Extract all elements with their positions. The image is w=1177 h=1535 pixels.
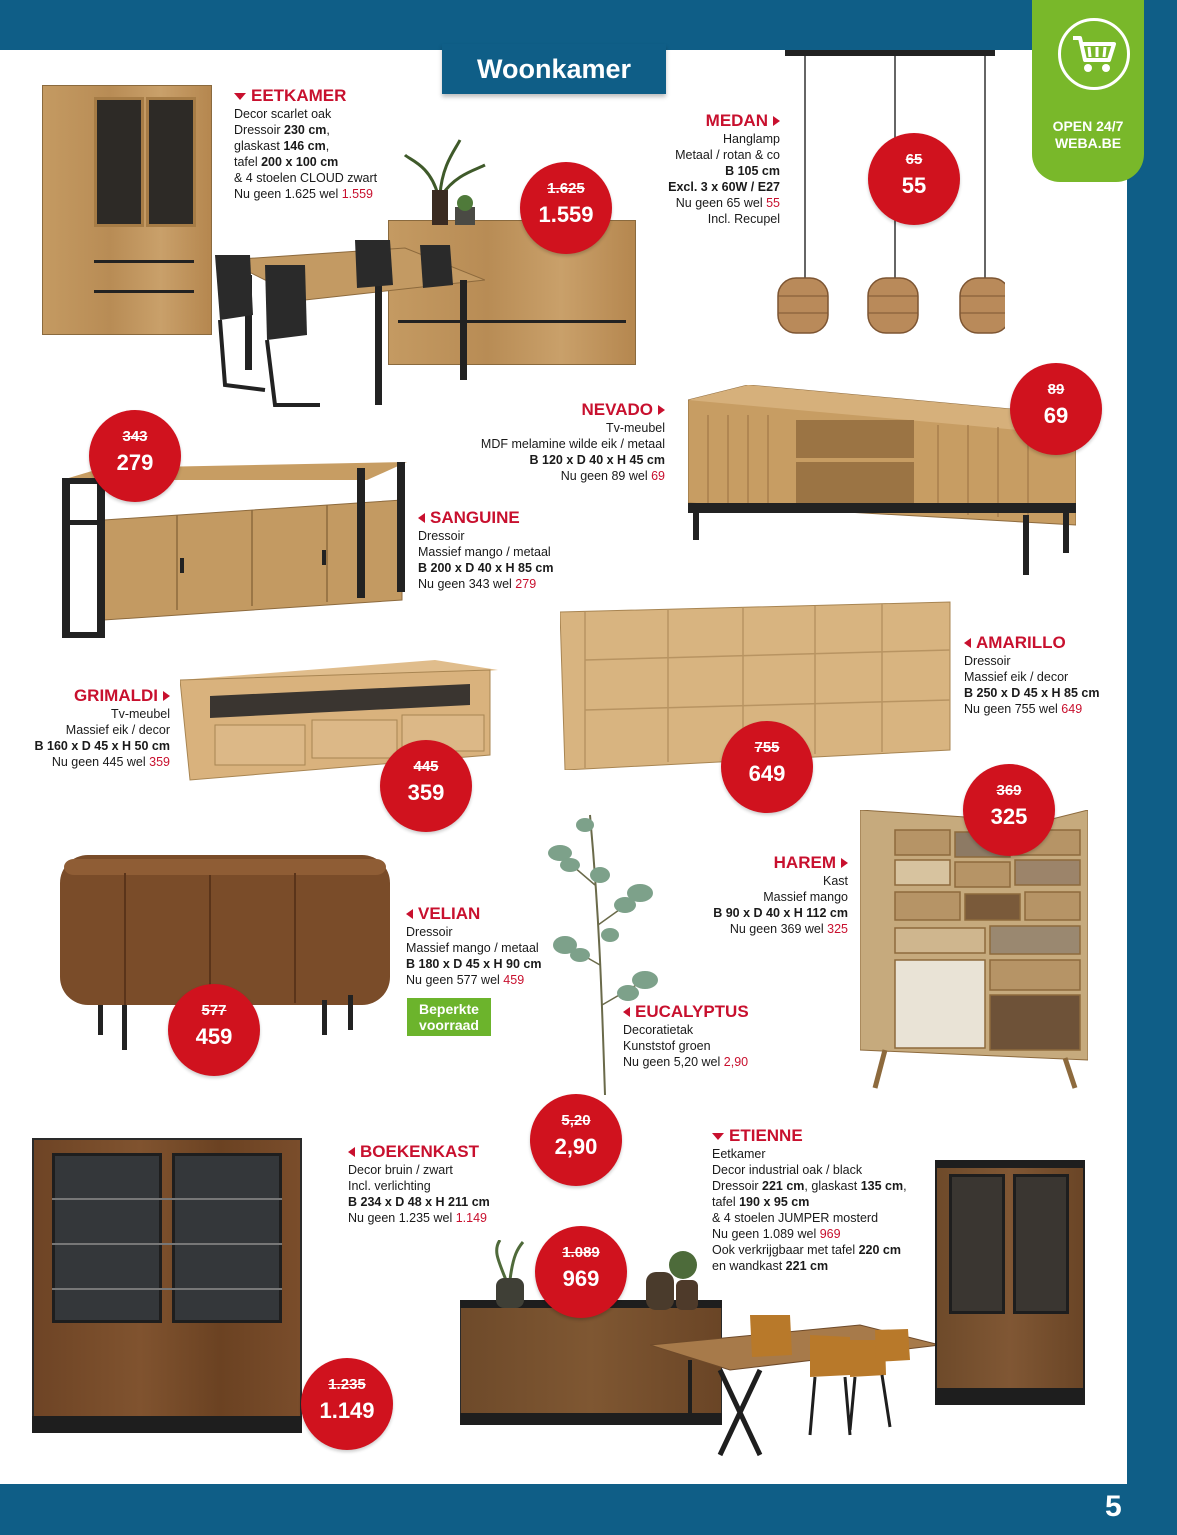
sanguine-price-badge: 343 279 [89, 410, 181, 502]
harem-title[interactable]: HAREM [690, 853, 848, 873]
shopping-cart-icon [1058, 18, 1130, 90]
shop-badge-line2: WEBA.BE [1054, 135, 1122, 151]
velian-price: Nu geen 577 wel 459 [406, 973, 525, 987]
arrow-right-icon [163, 691, 170, 701]
etienne-cabinet-image [935, 1160, 1085, 1405]
sanguine-price: Nu geen 343 wel 279 [418, 577, 537, 591]
arrow-right-icon [773, 116, 780, 126]
arrow-right-icon [841, 858, 848, 868]
etienne-title[interactable]: ETIENNE [712, 1126, 942, 1146]
medan-info: MEDAN Hanglamp Metaal / rotan & co B 105 cm Excl. 3 x 60W / E27 Nu geen 65 wel 55 Incl. Recupel [620, 111, 780, 227]
arrow-left-icon [964, 638, 971, 648]
eucalyptus-price-badge: 5,20 2,90 [530, 1094, 622, 1186]
shop-badge-line1: OPEN 24/7 [1052, 118, 1124, 134]
eucalyptus-title[interactable]: EUCALYPTUS [623, 1002, 783, 1022]
amarillo-price-badge: 755 649 [721, 721, 813, 813]
harem-kast-image [860, 810, 1088, 1090]
arrow-left-icon [418, 513, 425, 523]
amarillo-info: AMARILLO Dressoir Massief eik / decor B 250 x D 45 x H 85 cm Nu geen 755 wel 649 [964, 633, 1124, 717]
grimaldi-price-badge: 445 359 [380, 740, 472, 832]
grimaldi-price: Nu geen 445 wel 359 [51, 755, 170, 769]
grimaldi-info: GRIMALDI Tv-meubel Massief eik / decor B 160 x D 45 x H 50 cm Nu geen 445 wel 359 [12, 686, 170, 770]
nevado-price: Nu geen 89 wel 69 [560, 469, 665, 483]
eucalyptus-info: EUCALYPTUS Decoratietak Kunststof groen Nu geen 5,20 wel 2,90 [623, 1002, 783, 1070]
nevado-info: NEVADO Tv-meubel MDF melamine wilde eik / metaal B 120 x D 40 x H 45 cm Nu geen 89 wel 69 [440, 400, 665, 484]
velian-info: VELIAN Dressoir Massief mango / metaal B 180 x D 45 x H 90 cm Nu geen 577 wel 459 [406, 904, 576, 988]
amarillo-title[interactable]: AMARILLO [964, 633, 1124, 653]
etienne-table-image [650, 1315, 940, 1460]
eetkamer-title[interactable]: EETKAMER [234, 86, 414, 106]
shop-badge[interactable] [1032, 0, 1144, 182]
harem-price: Nu geen 369 wel 325 [729, 922, 848, 936]
medan-title[interactable]: MEDAN [620, 111, 780, 131]
sanguine-info: SANGUINE Dressoir Massief mango / metaal B 200 x D 40 x H 85 cm Nu geen 343 wel 279 [418, 508, 598, 592]
boekenkast-title[interactable]: BOEKENKAST [348, 1142, 518, 1162]
velian-price-badge: 577 459 [168, 984, 260, 1076]
arrow-left-icon [406, 909, 413, 919]
medan-price-badge: 65 55 [868, 133, 960, 225]
top-bar [0, 0, 1177, 50]
boekenkast-price: Nu geen 1.235 wel 1.149 [348, 1211, 487, 1225]
bottom-bar [0, 1484, 1177, 1535]
harem-info: HAREM Kast Massief mango B 90 x D 40 x H 112 cm Nu geen 369 wel 325 [690, 853, 848, 937]
harem-price-badge: 369 325 [963, 764, 1055, 856]
velian-title[interactable]: VELIAN [406, 904, 576, 924]
etienne-price-badge: 1.089 969 [535, 1226, 627, 1318]
eetkamer-price-badge: 1.625 1.559 [520, 162, 612, 254]
arrow-down-icon [234, 93, 246, 100]
boekenkast-price-badge: 1.235 1.149 [301, 1358, 393, 1450]
etienne-info: ETIENNE Eetkamer Decor industrial oak / black Dressoir 221 cm, glaskast 135 cm, tafel 190 x 95 cm & 4 stoelen JUMPER mosterd Nu geen 1.089 wel 969 Ook verkrijgbaar met tafel 220 cm en wandkast 221 cm [712, 1126, 942, 1274]
arrow-right-icon [658, 405, 665, 415]
page-number: 5 [1105, 1490, 1122, 1523]
limited-stock-label: Beperkte voorraad [407, 998, 491, 1036]
eetkamer-cabinet-image [42, 85, 212, 335]
arrow-down-icon [712, 1133, 724, 1140]
nevado-title[interactable]: NEVADO [440, 400, 665, 420]
etienne-price: Nu geen 1.089 wel 969 [712, 1227, 841, 1241]
arrow-left-icon [623, 1007, 630, 1017]
sanguine-title[interactable]: SANGUINE [418, 508, 598, 528]
boekenkast-image [32, 1138, 302, 1433]
amarillo-price: Nu geen 755 wel 649 [964, 702, 1083, 716]
section-title: Woonkamer [442, 44, 666, 94]
nevado-price-badge: 89 69 [1010, 363, 1102, 455]
eetkamer-table-image [205, 240, 485, 410]
grimaldi-title[interactable]: GRIMALDI [12, 686, 170, 706]
boekenkast-info: BOEKENKAST Decor bruin / zwart Incl. verlichting B 234 x D 48 x H 211 cm Nu geen 1.235 wel 1.149 [348, 1142, 518, 1226]
right-bar [1127, 0, 1177, 1535]
eucalyptus-price: Nu geen 5,20 wel 2,90 [623, 1055, 749, 1069]
arrow-left-icon [348, 1147, 355, 1157]
eetkamer-price: Nu geen 1.625 wel 1.559 [234, 187, 373, 201]
eetkamer-info: EETKAMER Decor scarlet oak Dressoir 230 cm, glaskast 146 cm, tafel 200 x 100 cm & 4 stoelen CLOUD zwart Nu geen 1.625 wel 1.559 [234, 86, 414, 202]
medan-price: Nu geen 65 wel 55 [675, 196, 780, 210]
